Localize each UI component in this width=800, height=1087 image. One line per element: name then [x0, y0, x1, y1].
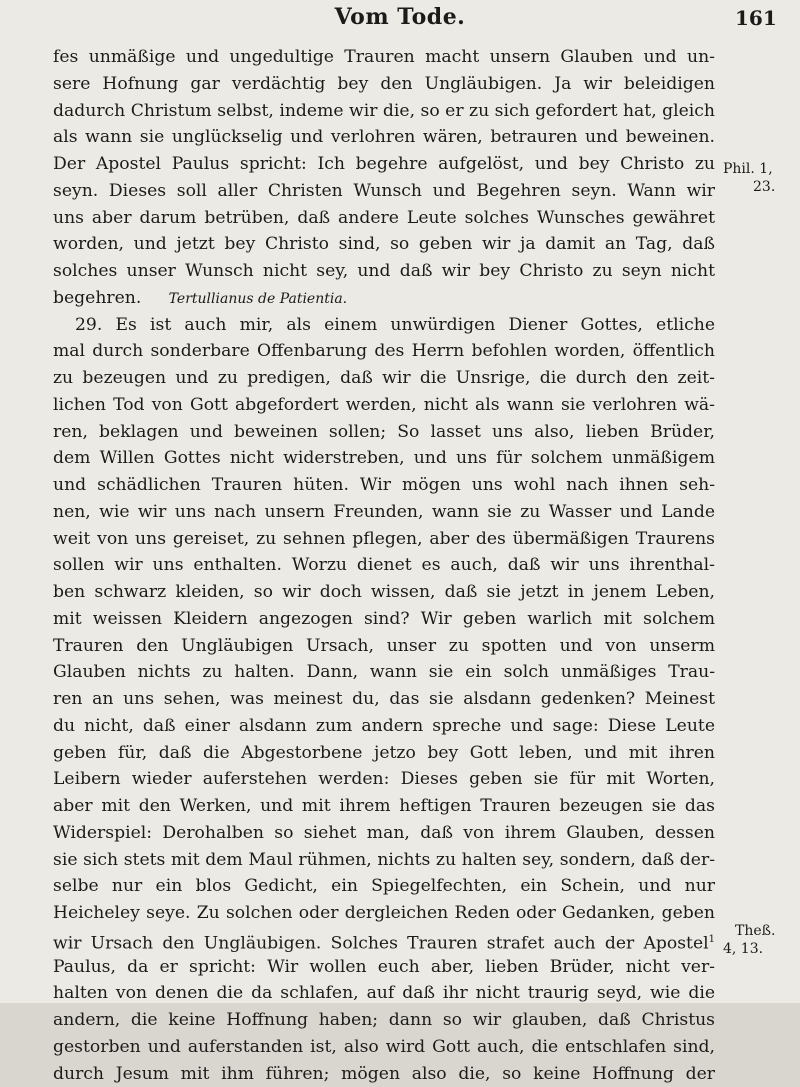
text-line: Widerspiel: Derohalben so siehet man, daß von ihrem Glauben, dessen: [53, 820, 715, 847]
text-line: nen, wie wir uns nach unsern Freunden, wann sie zu Wasser und Lande: [53, 499, 715, 526]
text-line: und schädlichen Trauren hüten. Wir mögen uns wohl nach ihnen seh-: [53, 472, 715, 499]
text-line: wir Ursach den Ungläubigen. Solches Trauren strafet auch der Apostel: [53, 933, 709, 953]
text-line: andern, die keine Hoffnung haben; dann so wir glauben, daß Christus: [53, 1007, 715, 1034]
text-line: mal durch sonderbare Offenbarung des Herrn befohlen worden, öffentlich: [53, 338, 715, 365]
text-line: sollen wir uns enthalten. Worzu dienet es auch, daß wir uns ihrenthal-: [53, 552, 715, 579]
text-line: selbe nur ein blos Gedicht, ein Spiegelfechten, ein Schein, und nur: [53, 873, 715, 900]
text-line-with-heading: [53, 285, 715, 312]
text-line: ben schwarz kleiden, so wir doch wissen, daß sie jetzt in jenem Leben,: [53, 579, 715, 606]
text-line: Heicheley seye. Zu solchen oder dergleichen Reden oder Gedanken, geben: [53, 900, 715, 927]
text-line: Trauren den Ungläubigen Ursach, unser zu spotten und von unserm: [53, 633, 715, 660]
text-line: als wann sie unglückselig und verlohren wären, betrauren und beweinen.: [53, 124, 715, 151]
text-line-with-footnote: [53, 927, 715, 954]
text-line: lichen Tod von Gott abgefordert werden, nicht als wann sie verlohren wä-: [53, 392, 715, 419]
text-line: geben für, daß die Abgestorbene jetzo bey Gott leben, und mit ihren: [53, 740, 715, 767]
text-line: ren an uns sehen, was meinest du, das sie alsdann gedenken? Meinest: [53, 686, 715, 713]
text-line: dadurch Christum selbst, indeme wir die, so er zu sich gefordert hat, gleich: [53, 98, 715, 125]
margin-reference-verse: 23.: [723, 178, 775, 196]
text-line: solches unser Wunsch nicht sey, und daß wir bey Christo zu seyn nicht: [53, 258, 715, 285]
text-line: mit weissen Kleidern angezogen sind? Wir geben warlich mit solchem: [53, 606, 715, 633]
text-line: weit von uns gereiset, zu sehnen pflegen, aber des übermäßigen Traurens: [53, 526, 715, 553]
text-line: uns aber darum betrüben, daß andere Leute solches Wunsches gewähret: [53, 205, 715, 232]
text-line: ren, beklagen und beweinen sollen; So lasset uns also, lieben Brüder,: [53, 419, 715, 446]
margin-reference-verse: 4, 13.: [723, 940, 775, 958]
text-line: sere Hofnung gar verdächtig bey den Ungläubigen. Ja wir beleidigen: [53, 71, 715, 98]
text-line: aber mit den Werken, und mit ihrem heftigen Trauren bezeugen sie das: [53, 793, 715, 820]
text-line: Paulus, da er spricht: Wir wollen euch aber, lieben Brüder, nicht ver-: [53, 954, 715, 981]
text-line: seyn. Dieses soll aller Christen Wunsch und Begehren seyn. Wann wir: [53, 178, 715, 205]
text-line: worden, und jetzt bey Christo sind, so geben wir ja damit an Tag, daß: [53, 231, 715, 258]
inline-source-heading: Tertullianus de Patientia.: [169, 291, 347, 307]
body-text: [53, 44, 715, 1087]
footnote-mark: 1: [709, 934, 715, 945]
text-line: 29. Es ist auch mir, als einem unwürdigen Diener Gottes, etliche: [53, 312, 715, 339]
page-number: 161: [735, 6, 777, 30]
text-line: dem Willen Gottes nicht widerstreben, und uns für solchem unmäßigem: [53, 445, 715, 472]
text-line: Glauben nichts zu halten. Dann, wann sie ein solch unmäßiges Trau-: [53, 659, 715, 686]
margin-reference-thessalonians: [723, 922, 775, 958]
margin-reference-philippians: [723, 160, 775, 196]
text-line: zu bezeugen und zu predigen, daß wir die Unsrige, die durch den zeit-: [53, 365, 715, 392]
text-line: Der Apostel Paulus spricht: Ich begehre aufgelöst, und bey Christo zu: [53, 151, 715, 178]
text-line: fes unmäßige und ungedultige Trauren macht unsern Glauben und un-: [53, 44, 715, 71]
margin-reference-book: Phil. 1,: [723, 160, 775, 178]
running-head: Vom Tode.: [0, 4, 800, 30]
text-line: halten von denen die da schlafen, auf daß ihr nicht traurig seyd, wie die: [53, 980, 715, 1007]
text-line: Leibern wieder auferstehen werden: Dieses geben sie für mit Worten,: [53, 766, 715, 793]
text-line: begehren.: [53, 288, 141, 308]
text-line: sie sich stets mit dem Maul rühmen, nichts zu halten sey, sondern, daß der-: [53, 847, 715, 874]
text-line: du nicht, daß einer alsdann zum andern spreche und sage: Diese Leute: [53, 713, 715, 740]
margin-reference-book: Theß.: [723, 922, 775, 940]
text-line: durch Jesum mit ihm führen; mögen also die, so keine Hoffnung der: [53, 1061, 715, 1087]
text-line: gestorben und auferstanden ist, also wird Gott auch, die entschlafen sind,: [53, 1034, 715, 1061]
